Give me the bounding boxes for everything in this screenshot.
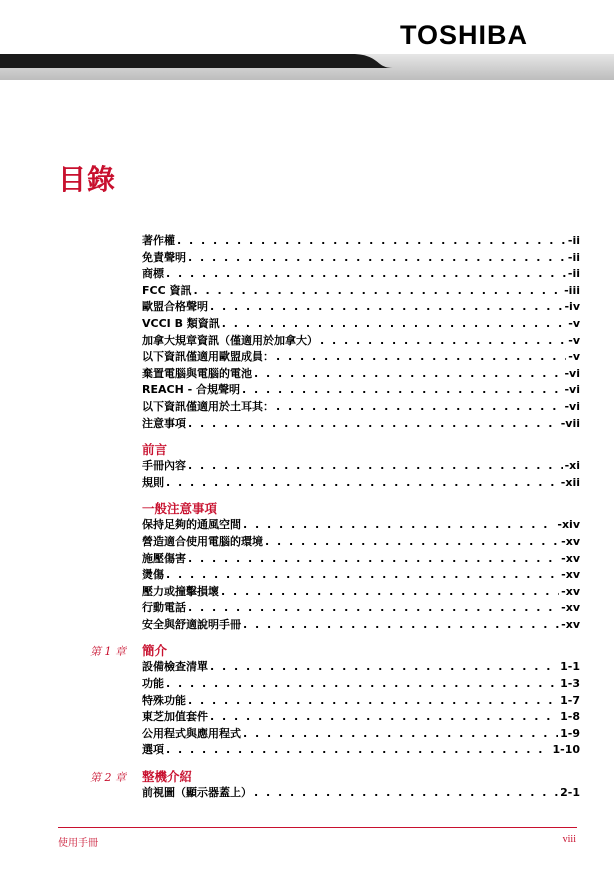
toc-entry-page: -ii	[567, 267, 580, 281]
toc-entry-page: -ii	[567, 250, 580, 264]
section-title: 一般注意事項	[142, 501, 218, 517]
dot-leader	[188, 552, 559, 565]
toc-entry-label: 棄置電腦與電腦的電池	[142, 366, 252, 380]
toc-entry-label: 特殊功能	[142, 693, 186, 707]
dot-leader	[276, 350, 566, 363]
toc-entry-page: -ii	[567, 234, 580, 247]
toc-entry-page: -xiv	[557, 518, 580, 532]
footer-page-number: viii	[562, 834, 576, 845]
toc-entry-page: -vi	[564, 399, 580, 413]
toc-entry[interactable]	[90, 348, 580, 365]
toc-entry-label: 加拿大規章資訊（僅適用於加拿大）	[142, 333, 318, 347]
toc-entry-label: 燙傷	[142, 568, 164, 582]
toc-entry[interactable]	[90, 675, 580, 692]
toc-entry-label: 行動電話	[142, 601, 186, 615]
toc-entry[interactable]	[90, 282, 580, 299]
dot-leader	[265, 535, 559, 548]
toc-entry-label: 東芝加值套件	[142, 710, 208, 724]
dot-leader	[188, 694, 558, 707]
toc-entry[interactable]	[90, 725, 580, 742]
toc-entry-label: 壓力或撞擊損壞	[142, 584, 219, 598]
toc-entry[interactable]	[90, 616, 580, 633]
toc-entry-label: 保持足夠的通風空間	[142, 518, 241, 532]
toc-entry[interactable]	[90, 315, 580, 332]
toc-entry-label: 設備檢查清單	[142, 660, 208, 674]
toc-entry-page: -xi	[564, 459, 580, 473]
dot-leader	[166, 568, 559, 581]
toc-entry[interactable]	[90, 332, 580, 349]
toc-entry[interactable]	[90, 708, 580, 725]
footer-rule	[58, 827, 577, 828]
dot-leader	[210, 300, 562, 313]
toc-entry-label: 手冊內容	[142, 459, 186, 473]
toc-entry-label: VCCI B 類資訊	[142, 316, 220, 330]
toc-entry-page: -v	[568, 316, 580, 330]
toc-entry-page: -iii	[564, 283, 580, 297]
toc-entry[interactable]	[90, 566, 580, 583]
toc-entry[interactable]	[90, 599, 580, 616]
dot-leader	[166, 677, 558, 690]
toc-entry-page: 1-1	[560, 660, 580, 674]
toc-entry-page: -xv	[561, 534, 580, 548]
toc-entry[interactable]	[90, 741, 580, 758]
header-band	[0, 54, 614, 80]
dot-leader	[243, 727, 558, 740]
table-of-contents	[90, 232, 580, 801]
toc-entry-label: 以下資訊僅適用歐盟成員：	[142, 350, 274, 364]
dot-leader	[276, 400, 562, 413]
dot-leader	[221, 585, 559, 598]
dot-leader	[188, 417, 559, 430]
toc-entry-label: 歐盟合格聲明	[142, 300, 208, 314]
section-heading[interactable]	[90, 440, 580, 457]
page-title: 目錄	[58, 163, 117, 196]
toc-entry-label: 公用程式與應用程式	[142, 726, 241, 740]
toc-entry-label: 以下資訊僅適用於土耳其：	[142, 399, 274, 413]
dot-leader	[254, 367, 562, 380]
toc-entry[interactable]	[90, 550, 580, 567]
toc-entry-page: -xv	[561, 568, 580, 582]
toc-entry-label: 營造適合使用電腦的環境	[142, 534, 263, 548]
toc-entry[interactable]	[90, 583, 580, 600]
section-title: 前言	[142, 442, 168, 458]
toc-entry[interactable]	[90, 398, 580, 415]
toc-entry-label: 前視圖（顯示器蓋上）	[142, 786, 252, 800]
section-heading[interactable]	[90, 767, 580, 784]
section-title: 整機介紹	[142, 769, 193, 785]
brand-logo: TOSHIBA	[399, 20, 528, 50]
toc-entry-label: REACH - 合規聲明	[142, 383, 241, 397]
toc-entry-page: -v	[568, 333, 580, 347]
toc-entry-label: 安全與舒適說明手冊	[142, 617, 241, 631]
dot-leader	[188, 601, 559, 614]
toc-entry-page: -xv	[561, 584, 580, 598]
toc-entry-page: -iv	[564, 300, 580, 314]
toc-entry[interactable]	[90, 784, 580, 801]
toc-entry-page: -xv	[561, 617, 580, 631]
dot-leader	[243, 618, 559, 631]
toc-entry-page: 1-8	[560, 710, 580, 724]
toc-entry-label: 免責聲明	[142, 250, 186, 264]
toc-entry[interactable]	[90, 381, 580, 398]
toc-entry-page: 1-9	[560, 726, 580, 740]
toc-entry[interactable]	[90, 658, 580, 675]
dot-leader	[242, 383, 562, 396]
section-heading[interactable]	[90, 641, 580, 658]
toc-entry-label: 功能	[142, 677, 164, 691]
toc-entry[interactable]	[90, 474, 580, 491]
toc-entry[interactable]	[90, 265, 580, 282]
toc-entry[interactable]	[90, 457, 580, 474]
toc-entry-page: -vi	[564, 366, 580, 380]
toc-entry-label: 著作權	[142, 234, 175, 247]
toc-entry[interactable]	[90, 298, 580, 315]
toc-entry-label: 注意事項	[142, 416, 186, 430]
toc-entry-label: 選項	[142, 743, 164, 757]
toc-entry-label: 規則	[142, 475, 164, 489]
toc-entry[interactable]	[90, 365, 580, 382]
toc-entry-page: 2-1	[560, 786, 580, 800]
dot-leader	[243, 518, 555, 531]
toc-entry-page: -xii	[560, 475, 580, 489]
toc-entry[interactable]	[90, 533, 580, 550]
dot-leader	[210, 660, 558, 673]
dot-leader	[166, 743, 550, 756]
toc-entry-label: 施壓傷害	[142, 551, 186, 565]
toc-entry-page: 1-7	[560, 693, 580, 707]
toc-entry-page: -v	[568, 350, 580, 364]
dot-leader	[188, 251, 566, 264]
chapter-label: 第 1 章	[90, 645, 126, 659]
dot-leader	[222, 317, 566, 330]
section-title: 簡介	[142, 643, 168, 659]
dot-leader	[320, 334, 566, 347]
dot-leader	[254, 786, 558, 799]
toc-entry[interactable]	[90, 415, 580, 432]
toc-entry-label: FCC 資訊	[142, 283, 192, 297]
dot-leader	[166, 267, 566, 280]
dot-leader	[188, 459, 563, 472]
toc-entry-page: 1-3	[560, 677, 580, 691]
dot-leader	[210, 710, 558, 723]
toc-entry-page: 1-10	[552, 743, 580, 757]
toc-entry-page: -vi	[564, 383, 580, 397]
toc-entry-page: -xv	[561, 551, 580, 565]
dot-leader	[177, 234, 566, 247]
toc-entry[interactable]	[90, 516, 580, 533]
section-heading[interactable]	[90, 499, 580, 516]
toc-entry[interactable]	[90, 249, 580, 266]
toc-entry-label: 商標	[142, 267, 164, 281]
footer-manual-label: 使用手冊	[58, 838, 98, 849]
toc-entry[interactable]	[90, 692, 580, 709]
toc-entry[interactable]	[90, 232, 580, 249]
toc-entry-page: -xv	[561, 601, 580, 615]
toc-entry-page: -vii	[560, 416, 580, 430]
chapter-label: 第 2 章	[90, 771, 126, 785]
dot-leader	[166, 476, 559, 489]
dot-leader	[194, 284, 563, 297]
